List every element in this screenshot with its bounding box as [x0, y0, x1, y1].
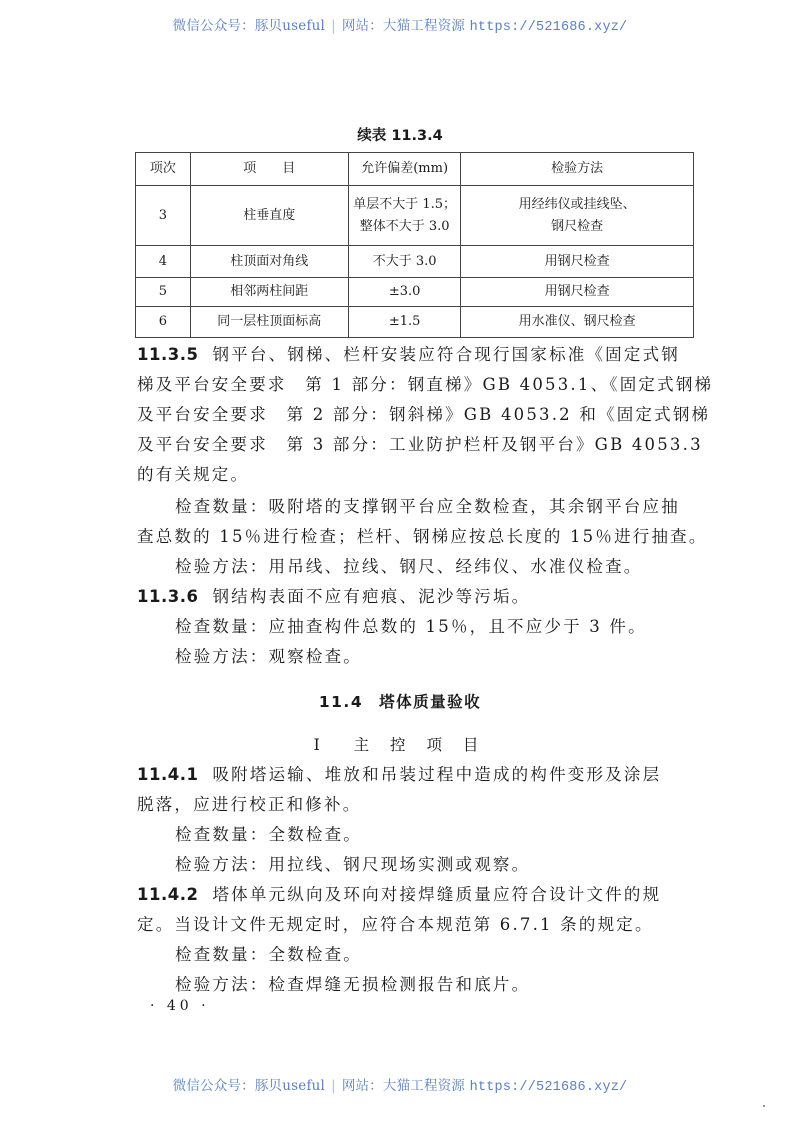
- cell-method: [461, 186, 694, 246]
- clause-text: 梯及平台安全要求 第 1 部分：钢直梯》GB 4053.1、《固定式钢梯: [137, 375, 714, 394]
- cell-method: 用水准仪、钢尺检查: [461, 307, 694, 338]
- check-method: 检验方法：用拉线、钢尺现场实测或观察。: [175, 855, 531, 874]
- watermark-site: 网站：大猫工程资源: [341, 1078, 466, 1094]
- clause-text: 及平台安全要求 第 3 部分：工业防护栏杆及钢平台》GB 4053.3: [137, 435, 703, 454]
- check-method: 检验方法：检查焊缝无损检测报告和底片。: [175, 975, 531, 994]
- watermark-url[interactable]: https://521686.xyz/: [469, 20, 628, 35]
- watermark-header: [0, 14, 800, 35]
- cell-line: 钢尺检查: [551, 218, 604, 234]
- cell-line: 整体不大于 3.0: [359, 218, 450, 234]
- cell-no: 4: [136, 246, 191, 278]
- clause-11-4-2: [137, 880, 697, 910]
- section-title: 塔体质量验收: [379, 693, 482, 711]
- cell-no: 3: [136, 186, 191, 246]
- watermark-wechat: 微信公众号：豚贝useful: [172, 1078, 326, 1094]
- cell-item: 同一层柱顶面标高: [190, 307, 348, 338]
- cell-line: 用经纬仪或挂线坠、: [518, 196, 636, 212]
- clause-number: 11.3.5: [137, 345, 199, 364]
- clause-text: 及平台安全要求 第 2 部分：钢斜梯》GB 4053.2 和《固定式钢梯: [137, 405, 711, 424]
- clause-number: 11.3.6: [137, 587, 199, 606]
- watermark-url[interactable]: https://521686.xyz/: [469, 1080, 628, 1095]
- cell-item: 相邻两柱间距: [190, 278, 348, 307]
- subsection-heading: [0, 733, 800, 755]
- header-tolerance: 允许偏差(mm): [348, 153, 460, 186]
- cell-item: 柱顶面对角线: [190, 246, 348, 278]
- cell-method: 用钢尺检查: [461, 246, 694, 278]
- check-quantity: 查总数的 15％进行检查；栏杆、钢梯应按总长度的 15％进行抽查。: [137, 527, 708, 546]
- clause-text: 的有关规定。: [137, 465, 250, 484]
- table-title: 续表 11.3.4: [357, 128, 443, 144]
- watermark-separator: |: [331, 1078, 336, 1094]
- watermark-separator: |: [331, 18, 336, 34]
- check-quantity: 检查数量：全数检查。: [175, 945, 362, 964]
- table-row: [136, 186, 694, 246]
- tolerance-table: [135, 152, 694, 338]
- check-quantity: 检查数量：全数检查。: [175, 825, 362, 844]
- watermark-wechat: 微信公众号：豚贝useful: [172, 18, 326, 34]
- header-item: 项 目: [190, 153, 348, 186]
- clause-text: 塔体单元纵向及环向对接焊缝质量应符合设计文件的规: [212, 885, 662, 904]
- clause-text: 钢结构表面不应有疤痕、泥沙等污垢。: [212, 587, 531, 606]
- table-row: [136, 307, 694, 338]
- section-heading: [0, 690, 800, 712]
- watermark-footer: [0, 1074, 800, 1095]
- table-row: [136, 246, 694, 278]
- header-item-no: 项次: [136, 153, 191, 186]
- table-row: [136, 278, 694, 307]
- cell-tolerance: ±1.5: [348, 307, 460, 338]
- clause-11-3-6: [137, 582, 697, 612]
- clause-number: 11.4.1: [137, 765, 199, 784]
- check-method: 检验方法：用吊线、拉线、钢尺、经纬仪、水准仪检查。: [175, 557, 643, 576]
- check-quantity: 检查数量：应抽查构件总数的 15％，且不应少于 3 件。: [175, 617, 647, 636]
- cell-line: 单层不大于 1.5；: [353, 196, 457, 212]
- header-method: 检验方法: [461, 153, 694, 186]
- clause-text: 钢平台、钢梯、栏杆安装应符合现行国家标准《固定式钢: [212, 345, 680, 364]
- cell-method: 用钢尺检查: [461, 278, 694, 307]
- table-header-row: [136, 153, 694, 186]
- watermark-site: 网站：大猫工程资源: [341, 18, 466, 34]
- clause-text: 吸附塔运输、堆放和吊装过程中造成的构件变形及涂层: [212, 765, 662, 784]
- scan-speck: [763, 1105, 765, 1107]
- subsection-number: Ⅰ: [313, 736, 328, 754]
- clause-text: 定。当设计文件无规定时，应符合本规范第 6.7.1 条的规定。: [137, 915, 654, 934]
- clause-11-4-1: [137, 760, 697, 790]
- check-quantity: 检查数量：吸附塔的支撑钢平台应全数检查，其余钢平台应抽: [175, 497, 680, 516]
- cell-no: 5: [136, 278, 191, 307]
- clause-11-3-5-line-1: [137, 340, 697, 370]
- cell-tolerance: ±3.0: [348, 278, 460, 307]
- cell-tolerance: 不大于 3.0: [348, 246, 460, 278]
- clause-number: 11.4.2: [137, 885, 199, 904]
- section-number: 11.4: [318, 693, 364, 711]
- cell-no: 6: [136, 307, 191, 338]
- cell-item: 柱垂直度: [190, 186, 348, 246]
- subsection-title: 主 控 项 目: [353, 736, 487, 754]
- cell-tolerance: [348, 186, 460, 246]
- clause-text: 脱落，应进行校正和修补。: [137, 795, 362, 814]
- check-method: 检验方法：观察检查。: [175, 647, 362, 666]
- page-number: · 40 ·: [150, 998, 210, 1014]
